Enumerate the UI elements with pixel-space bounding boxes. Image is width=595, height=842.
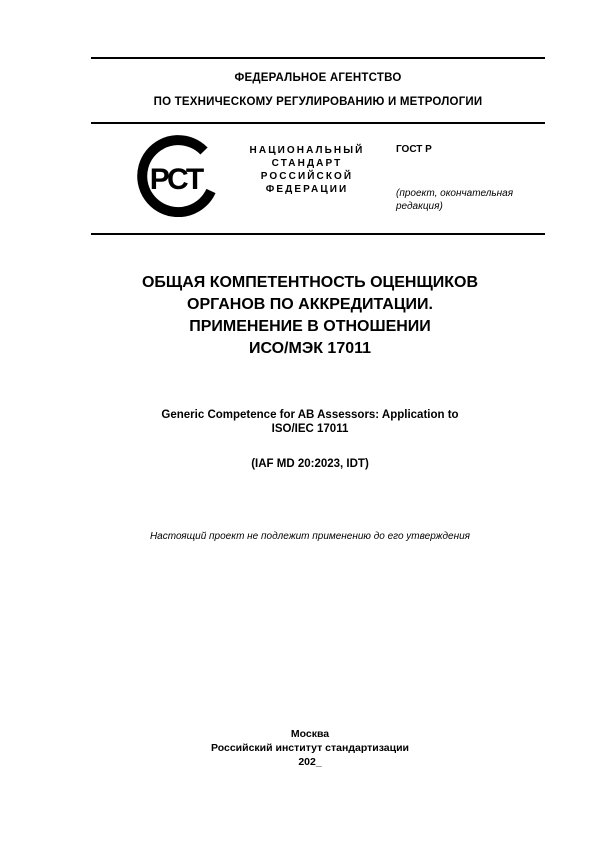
draft-note-line-2: редакция) (396, 201, 443, 212)
bottom-rule (91, 233, 545, 235)
draft-note (396, 187, 546, 213)
gost-label: ГОСТ Р (396, 144, 432, 155)
agency-line-1: ФЕДЕРАЛЬНОЕ АГЕНТСТВО (234, 72, 402, 84)
footer-publisher: Российский институт стандартизации (210, 742, 410, 754)
english-title-line-2: ISO/IEC 17011 (271, 423, 349, 435)
draft-notice: Настоящий проект не подлежит применению до его утверждения (149, 531, 471, 542)
national-standard-label (237, 144, 377, 196)
rst-logo-icon (131, 133, 227, 222)
title-line-3: ПРИМЕНЕНИЕ В ОТНОШЕНИИ (189, 318, 431, 335)
middle-rule (91, 122, 545, 124)
english-title-line-1: Generic Competence for AB Assessors: Application to (161, 409, 459, 421)
footer-city: Москва (290, 728, 330, 740)
english-title (60, 408, 560, 436)
title-line-1: ОБЩАЯ КОМПЕТЕНТНОСТЬ ОЦЕНЩИКОВ (141, 274, 479, 291)
draft-note-line-1: (проект, окончательная (396, 188, 514, 199)
footer-year: 202_ (298, 756, 322, 768)
logo-text: РСТ (149, 163, 203, 196)
agency-line-2: ПО ТЕХНИЧЕСКОМУ РЕГУЛИРОВАНИЮ И МЕТРОЛОГИИ (153, 96, 483, 108)
document-title (60, 272, 560, 360)
national-line-4: ФЕДЕРАЦИИ (265, 184, 349, 195)
top-rule (91, 57, 545, 59)
title-line-4: ИСО/МЭК 17011 (248, 340, 372, 357)
publication-footer (60, 727, 560, 769)
national-line-3: РОССИЙСКОЙ (260, 171, 354, 182)
national-line-1: НАЦИОНАЛЬНЫЙ (249, 145, 365, 156)
national-line-2: СТАНДАРТ (271, 158, 343, 169)
title-line-2: ОРГАНОВ ПО АККРЕДИТАЦИИ. (187, 296, 433, 313)
identity-code: (IAF MD 20:2023, IDT) (251, 458, 369, 470)
